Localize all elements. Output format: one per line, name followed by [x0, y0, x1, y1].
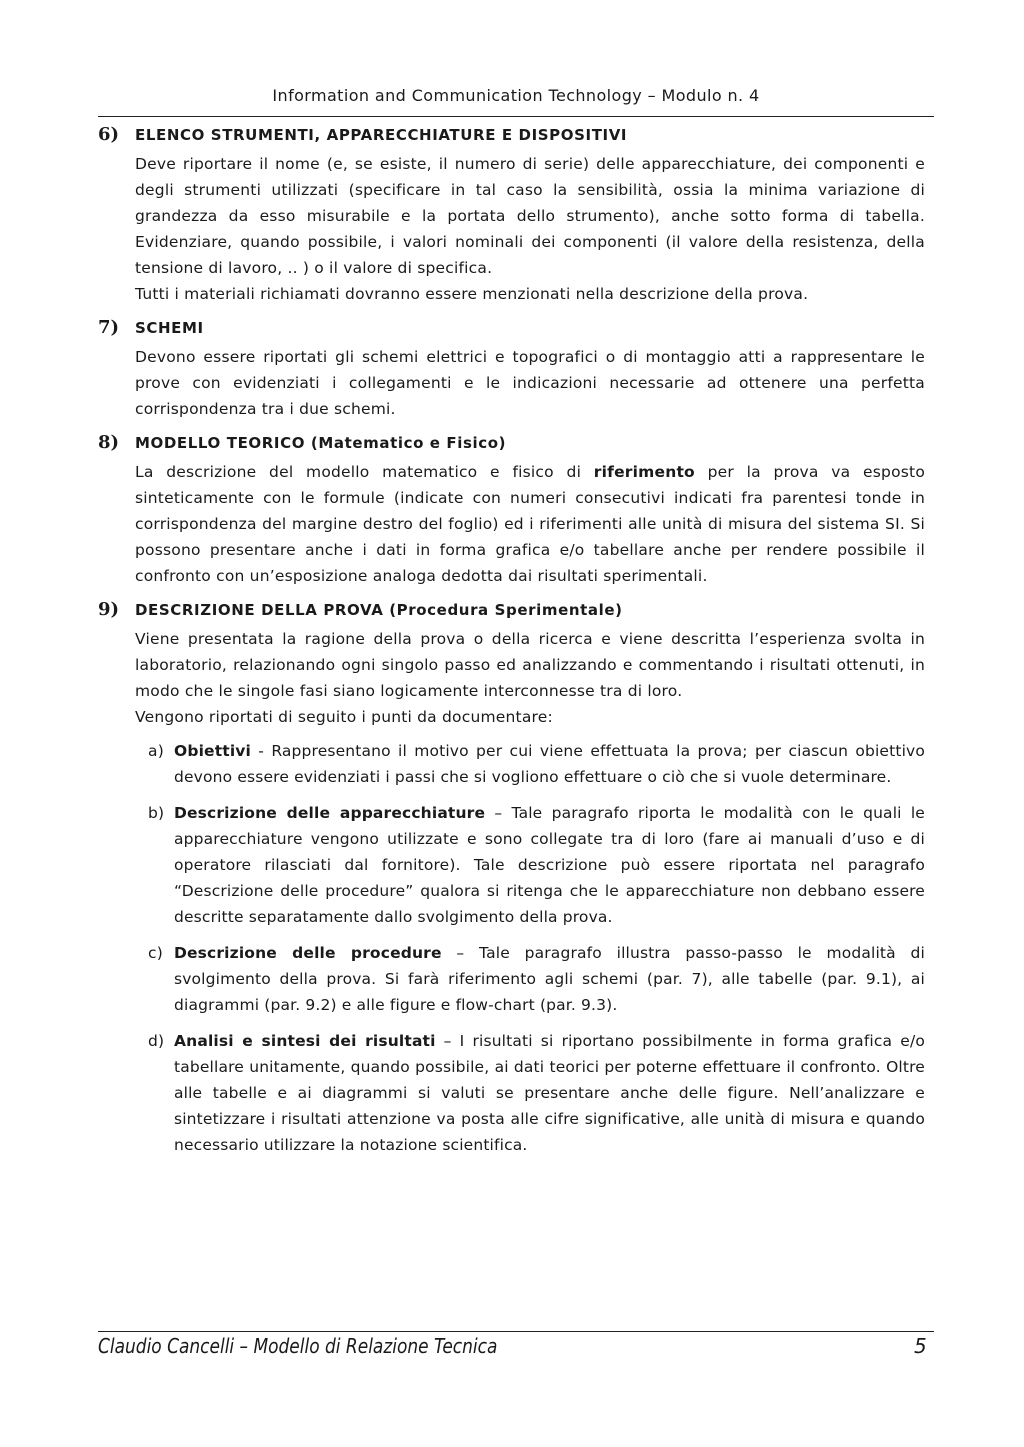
list-item-description: – Tale paragrafo illustra passo-passo le modalità di svolgimento della prova. Si farà riferimento agli schemi (par. 7), alle tabelle (par. 9.1), ai diagrammi (par. 9.2) e alle figure e flow-chart (par. 9.3).	[174, 944, 926, 1014]
footer-author-title: Claudio Cancelli – Modello di Relazione Tecnica	[98, 1334, 498, 1358]
section-7-body	[135, 344, 925, 422]
paragraph	[135, 459, 925, 589]
list-item-description: - Rappresentano il motivo per cui viene effettuata la prova; per ciascun obiettivo devono essere evidenziati i passi che si vogliono effettuare o ciò che si vuole determinare.	[174, 742, 925, 786]
paragraph: Viene presentata la ragione della prova o della ricerca e viene descritta l’esperienza svolta in laboratorio, relazionando ogni singolo passo ed analizzando e commentando i risultati ottenuti, in modo che le singole fasi siano logicamente interconnesse tra di loro.	[135, 630, 925, 700]
bold-term: riferimento	[593, 463, 695, 481]
footer-divider	[98, 1331, 934, 1332]
section-number: 6)	[98, 124, 120, 145]
section-9-body	[135, 626, 925, 1158]
documentation-points-list	[148, 738, 925, 1158]
list-item-text	[174, 1028, 925, 1158]
section-6	[98, 124, 928, 307]
list-item-description: – I risultati si riportano possibilmente in forma grafica e/o tabellare unitamente, quando possibile, ai dati teorici per poterne effettuare il confronto. Oltre alle tabelle e ai diagrammi si valuti se presentare anche delle figure. Nell’analizzare e sintetizzare i risultati attenzione va posta alle cifre significative, alle unità di misura e quando necessario utilizzare la notazione scientifica.	[174, 1032, 925, 1154]
list-item-text	[174, 738, 925, 790]
list-item-term: Obiettivi	[174, 742, 251, 760]
section-number: 9)	[98, 599, 120, 620]
list-item-letter: d)	[148, 1032, 165, 1050]
list-item-text	[174, 800, 925, 930]
section-title: SCHEMI	[135, 319, 204, 337]
list-item	[148, 1028, 925, 1158]
list-item-text	[174, 940, 925, 1018]
section-6-body	[135, 151, 925, 307]
section-number: 8)	[98, 432, 120, 453]
paragraph: Vengono riportati di seguito i punti da documentare:	[135, 708, 553, 726]
list-item-letter: b)	[148, 804, 165, 822]
list-item-letter: c)	[148, 944, 163, 962]
section-title: DESCRIZIONE DELLA PROVA (Procedura Sperimentale)	[135, 601, 623, 619]
paragraph-text: La descrizione del modello matematico e fisico di	[135, 463, 594, 481]
list-item	[148, 800, 925, 930]
list-item-term: Analisi e sintesi dei risultati	[174, 1032, 436, 1050]
section-6-heading	[98, 124, 928, 151]
paragraph: Deve riportare il nome (e, se esiste, il numero di serie) delle apparecchiature, dei componenti e degli strumenti utilizzati (specificare in tal caso la sensibilità, ossia la minima variazione di grandezza da esso misurabile e la portata dello strumento), anche sotto forma di tabella. Evidenziare, quando possibile, i valori nominali dei componenti (il valore della resistenza, della tensione di lavoro, .. ) o il valore di specifica.	[135, 155, 925, 277]
list-item-description: – Tale paragrafo riporta le modalità con le quali le apparecchiature vengono utilizzate e sono collegate tra di loro (fare ai manuali d’uso e di operatore rilasciati dal fornitore). Tale descrizione può essere riportata nel paragrafo “Descrizione delle procedure” qualora si ritenga che le apparecchiature non debbano essere descritte separatamente dallo svolgimento della prova.	[174, 804, 925, 926]
section-7-heading	[98, 317, 928, 344]
section-7	[98, 317, 928, 422]
section-9	[98, 599, 928, 1158]
header-divider	[98, 116, 934, 117]
paragraph: Tutti i materiali richiamati dovranno essere menzionati nella descrizione della prova.	[135, 285, 809, 303]
page-content	[98, 124, 928, 1168]
section-title: ELENCO STRUMENTI, APPARECCHIATURE E DISPOSITIVI	[135, 126, 628, 144]
paragraph-text: per la prova va esposto sinteticamente con le formule (indicate con numeri consecutivi indicati fra parentesi tonde in corrispondenza del margine destro del foglio) ed i riferimenti alle unità di misura del sistema SI. Si possono presentare anche i dati in forma grafica e/o tabellare anche per rendere possibile il confronto con un’esposizione analoga dedotta dai risultati sperimentali.	[135, 463, 925, 585]
page-number: 5	[914, 1334, 927, 1358]
list-item-letter: a)	[148, 742, 164, 760]
section-8-heading	[98, 432, 928, 459]
section-8	[98, 432, 928, 589]
list-item-term: Descrizione delle procedure	[174, 944, 442, 962]
section-number: 7)	[98, 317, 120, 338]
list-item	[148, 940, 925, 1018]
list-item-term: Descrizione delle apparecchiature	[174, 804, 486, 822]
section-title: MODELLO TEORICO (Matematico e Fisico)	[135, 434, 507, 452]
section-8-body	[135, 459, 925, 589]
paragraph: Devono essere riportati gli schemi elettrici e topografici o di montaggio atti a rappresentare le prove con evidenziati i collegamenti e le indicazioni necessarie ad ottenere una perfetta corrispondenza tra i due schemi.	[135, 348, 925, 418]
list-item	[148, 738, 925, 790]
section-9-heading	[98, 599, 928, 626]
header-title: Information and Communication Technology – Modulo n. 4	[272, 86, 760, 105]
